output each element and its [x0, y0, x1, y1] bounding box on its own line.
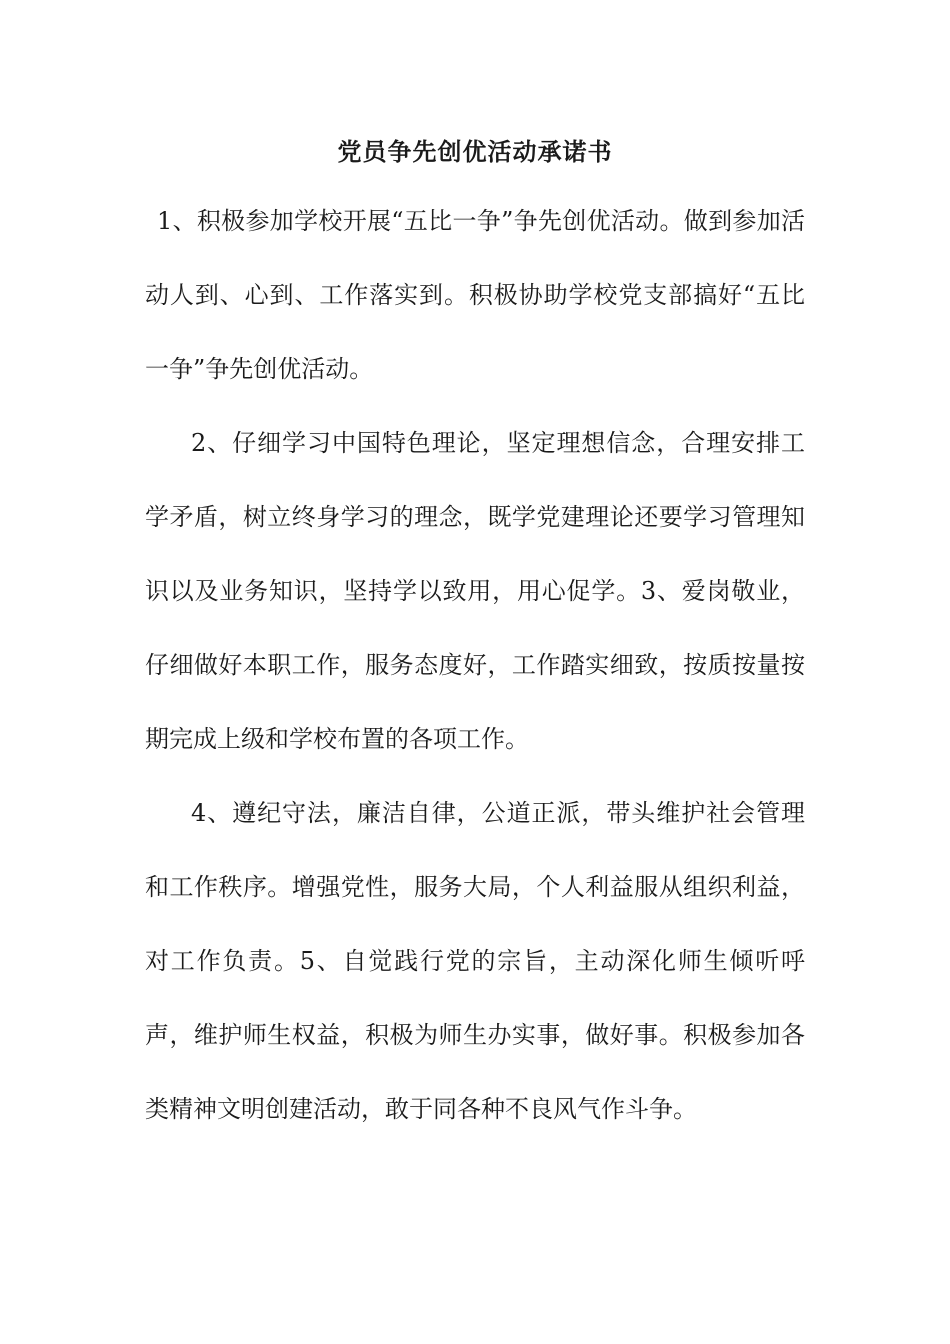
- document-title: 党员争先创优活动承诺书: [337, 137, 613, 166]
- paragraph-1: 1、积极参加学校开展“五比一争”争先创优活动。做到参加活动人到、心到、工作落实到。积极协助学校党支部搞好“五比一争”争先创优活动。: [145, 207, 805, 383]
- paragraph-2: 2、仔细学习中国特色理论，坚定理想信念，合理安排工学矛盾，树立终身学习的理念，既学党建理论还要学习管理知识以及业务知识，坚持学以致用，用心促学。3、爱岗敬业，仔细做好本职工作，服务态度好，工作踏实细致，按质按量按期完成上级和学校布置的各项工作。: [145, 429, 805, 753]
- document-body: [145, 184, 805, 1146]
- paragraph-3: 4、遵纪守法，廉洁自律，公道正派，带头维护社会管理和工作秩序。增强党性，服务大局，个人利益服从组织利益，对工作负责。5、自觉践行党的宗旨，主动深化师生倾听呼声，维护师生权益，积极为师生办实事，做好事。积极参加各类精神文明创建活动，敢于同各种不良风气作斗争。: [145, 799, 805, 1123]
